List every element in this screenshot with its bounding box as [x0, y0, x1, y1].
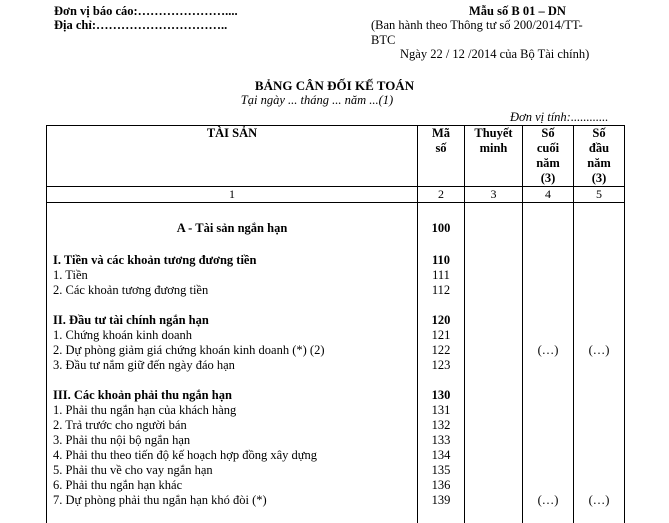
column-number: 2 [418, 187, 465, 203]
row-code: 136 [418, 478, 465, 493]
row-end-of-year [523, 448, 574, 463]
row-note [465, 343, 523, 358]
row-start-of-year [574, 313, 625, 328]
column-number: 1 [47, 187, 418, 203]
row-note [465, 463, 523, 478]
row-note [465, 253, 523, 268]
issued-by-line-1: (Ban hành theo Thông tư số 200/2014/TT- [371, 18, 583, 32]
row-start-of-year [574, 463, 625, 478]
issued-by-line-2: BTC [371, 33, 396, 47]
row-label: III. Các khoản phải thu ngắn hạn [47, 388, 418, 403]
row-start-of-year [574, 298, 625, 313]
table-row [47, 403, 625, 418]
row-code: 100 [418, 218, 465, 238]
row-end-of-year [523, 218, 574, 238]
row-label [47, 373, 418, 388]
row-label: 7. Dự phòng phải thu ngắn hạn khó đòi (*) [47, 493, 418, 508]
address-label: Địa chỉ:………………………….. [54, 18, 228, 32]
table-row [47, 463, 625, 478]
row-code: 110 [418, 253, 465, 268]
row-start-of-year [574, 448, 625, 463]
row-note [465, 313, 523, 328]
table-spacer-row [47, 203, 625, 219]
table-row [47, 253, 625, 268]
row-note [465, 203, 523, 219]
row-label: 3. Đầu tư nắm giữ đến ngày đáo hạn [47, 358, 418, 373]
row-code: 131 [418, 403, 465, 418]
row-start-of-year [574, 328, 625, 343]
row-label: 2. Trả trước cho người bán [47, 418, 418, 433]
row-end-of-year [523, 388, 574, 403]
row-code: 120 [418, 313, 465, 328]
row-code: 121 [418, 328, 465, 343]
row-code: 112 [418, 283, 465, 298]
table-row [47, 418, 625, 433]
row-note [465, 433, 523, 448]
row-note [465, 238, 523, 253]
row-end-of-year [523, 418, 574, 433]
assets-column-header: TÀI SẢN [47, 126, 418, 187]
row-note [465, 448, 523, 463]
row-label: 4. Phải thu theo tiến độ kế hoạch hợp đồng xây dựng [47, 448, 418, 463]
row-label: 1. Phải thu ngắn hạn của khách hàng [47, 403, 418, 418]
row-label [47, 238, 418, 253]
table-row [47, 218, 625, 238]
table-row [47, 313, 625, 328]
row-note [465, 403, 523, 418]
table-row [47, 433, 625, 448]
row-code: 134 [418, 448, 465, 463]
table-spacer-row [47, 508, 625, 523]
table-header-row [47, 126, 625, 187]
row-start-of-year: (…) [574, 343, 625, 358]
table-row [47, 493, 625, 508]
row-code [418, 203, 465, 219]
row-end-of-year [523, 268, 574, 283]
note-column-header: Thuyết minh [465, 126, 523, 187]
row-end-of-year [523, 313, 574, 328]
currency-unit-label: Đơn vị tính:............ [510, 110, 609, 124]
row-code [418, 298, 465, 313]
row-end-of-year: (…) [523, 493, 574, 508]
row-code: 132 [418, 418, 465, 433]
row-note [465, 283, 523, 298]
row-start-of-year [574, 433, 625, 448]
row-end-of-year [523, 298, 574, 313]
table-spacer-row [47, 373, 625, 388]
row-start-of-year [574, 203, 625, 219]
row-start-of-year [574, 253, 625, 268]
report-date-subtitle: Tại ngày ... tháng ... năm ...(1) [240, 93, 394, 107]
row-start-of-year [574, 358, 625, 373]
row-end-of-year [523, 253, 574, 268]
balance-sheet-table [46, 125, 625, 523]
row-label: 6. Phải thu ngắn hạn khác [47, 478, 418, 493]
table-row [47, 343, 625, 358]
row-code: 123 [418, 358, 465, 373]
end-of-year-column-header: Số cuối năm (3) [523, 126, 574, 187]
row-code: 135 [418, 463, 465, 478]
row-label: 1. Chứng khoán kinh doanh [47, 328, 418, 343]
table-row [47, 358, 625, 373]
row-end-of-year [523, 508, 574, 523]
table-row [47, 478, 625, 493]
row-start-of-year: (…) [574, 493, 625, 508]
table-spacer-row [47, 238, 625, 253]
row-end-of-year [523, 433, 574, 448]
start-of-year-column-header: Số đầu năm (3) [574, 126, 625, 187]
report-title: BẢNG CÂN ĐỐI KẾ TOÁN [254, 78, 415, 93]
row-end-of-year [523, 463, 574, 478]
row-code: 139 [418, 493, 465, 508]
row-note [465, 373, 523, 388]
row-note [465, 478, 523, 493]
row-code [418, 508, 465, 523]
row-code: 133 [418, 433, 465, 448]
row-label: 5. Phải thu về cho vay ngắn hạn [47, 463, 418, 478]
row-note [465, 328, 523, 343]
row-end-of-year [523, 238, 574, 253]
row-label [47, 203, 418, 219]
row-start-of-year [574, 478, 625, 493]
row-note [465, 268, 523, 283]
row-note [465, 218, 523, 238]
issued-date-line: Ngày 22 / 12 /2014 của Bộ Tài chính) [400, 47, 590, 61]
row-start-of-year [574, 403, 625, 418]
row-label: I. Tiền và các khoản tương đương tiền [47, 253, 418, 268]
column-number-row [47, 187, 625, 203]
row-start-of-year [574, 283, 625, 298]
row-note [465, 298, 523, 313]
row-end-of-year [523, 328, 574, 343]
row-label: II. Đầu tư tài chính ngắn hạn [47, 313, 418, 328]
row-label: A - Tài sản ngắn hạn [47, 218, 418, 238]
row-note [465, 493, 523, 508]
row-end-of-year [523, 403, 574, 418]
row-label [47, 298, 418, 313]
table-spacer-row [47, 298, 625, 313]
row-end-of-year [523, 373, 574, 388]
row-label: 1. Tiền [47, 268, 418, 283]
row-code: 130 [418, 388, 465, 403]
row-note [465, 508, 523, 523]
row-label: 3. Phải thu nội bộ ngắn hạn [47, 433, 418, 448]
row-code: 122 [418, 343, 465, 358]
row-start-of-year [574, 418, 625, 433]
table-row [47, 328, 625, 343]
row-code: 111 [418, 268, 465, 283]
table-row [47, 283, 625, 298]
row-end-of-year [523, 203, 574, 219]
row-label: 2. Các khoản tương đương tiền [47, 283, 418, 298]
row-start-of-year [574, 373, 625, 388]
reporting-unit-label: Đơn vị báo cáo:………………….... [54, 4, 238, 18]
row-start-of-year [574, 388, 625, 403]
row-note [465, 358, 523, 373]
row-label: 2. Dự phòng giảm giá chứng khoán kinh doanh (*) (2) [47, 343, 418, 358]
row-note [465, 418, 523, 433]
row-end-of-year [523, 478, 574, 493]
table-row [47, 448, 625, 463]
row-start-of-year [574, 238, 625, 253]
row-start-of-year [574, 268, 625, 283]
row-end-of-year [523, 358, 574, 373]
row-code [418, 373, 465, 388]
row-label [47, 508, 418, 523]
row-start-of-year [574, 218, 625, 238]
row-start-of-year [574, 508, 625, 523]
code-column-header: Mã số [418, 126, 465, 187]
row-note [465, 388, 523, 403]
form-code: Mẫu số B 01 – DN [469, 4, 566, 18]
row-code [418, 238, 465, 253]
column-number: 4 [523, 187, 574, 203]
row-end-of-year: (…) [523, 343, 574, 358]
column-number: 3 [465, 187, 523, 203]
table-row [47, 388, 625, 403]
column-number: 5 [574, 187, 625, 203]
row-end-of-year [523, 283, 574, 298]
table-row [47, 268, 625, 283]
